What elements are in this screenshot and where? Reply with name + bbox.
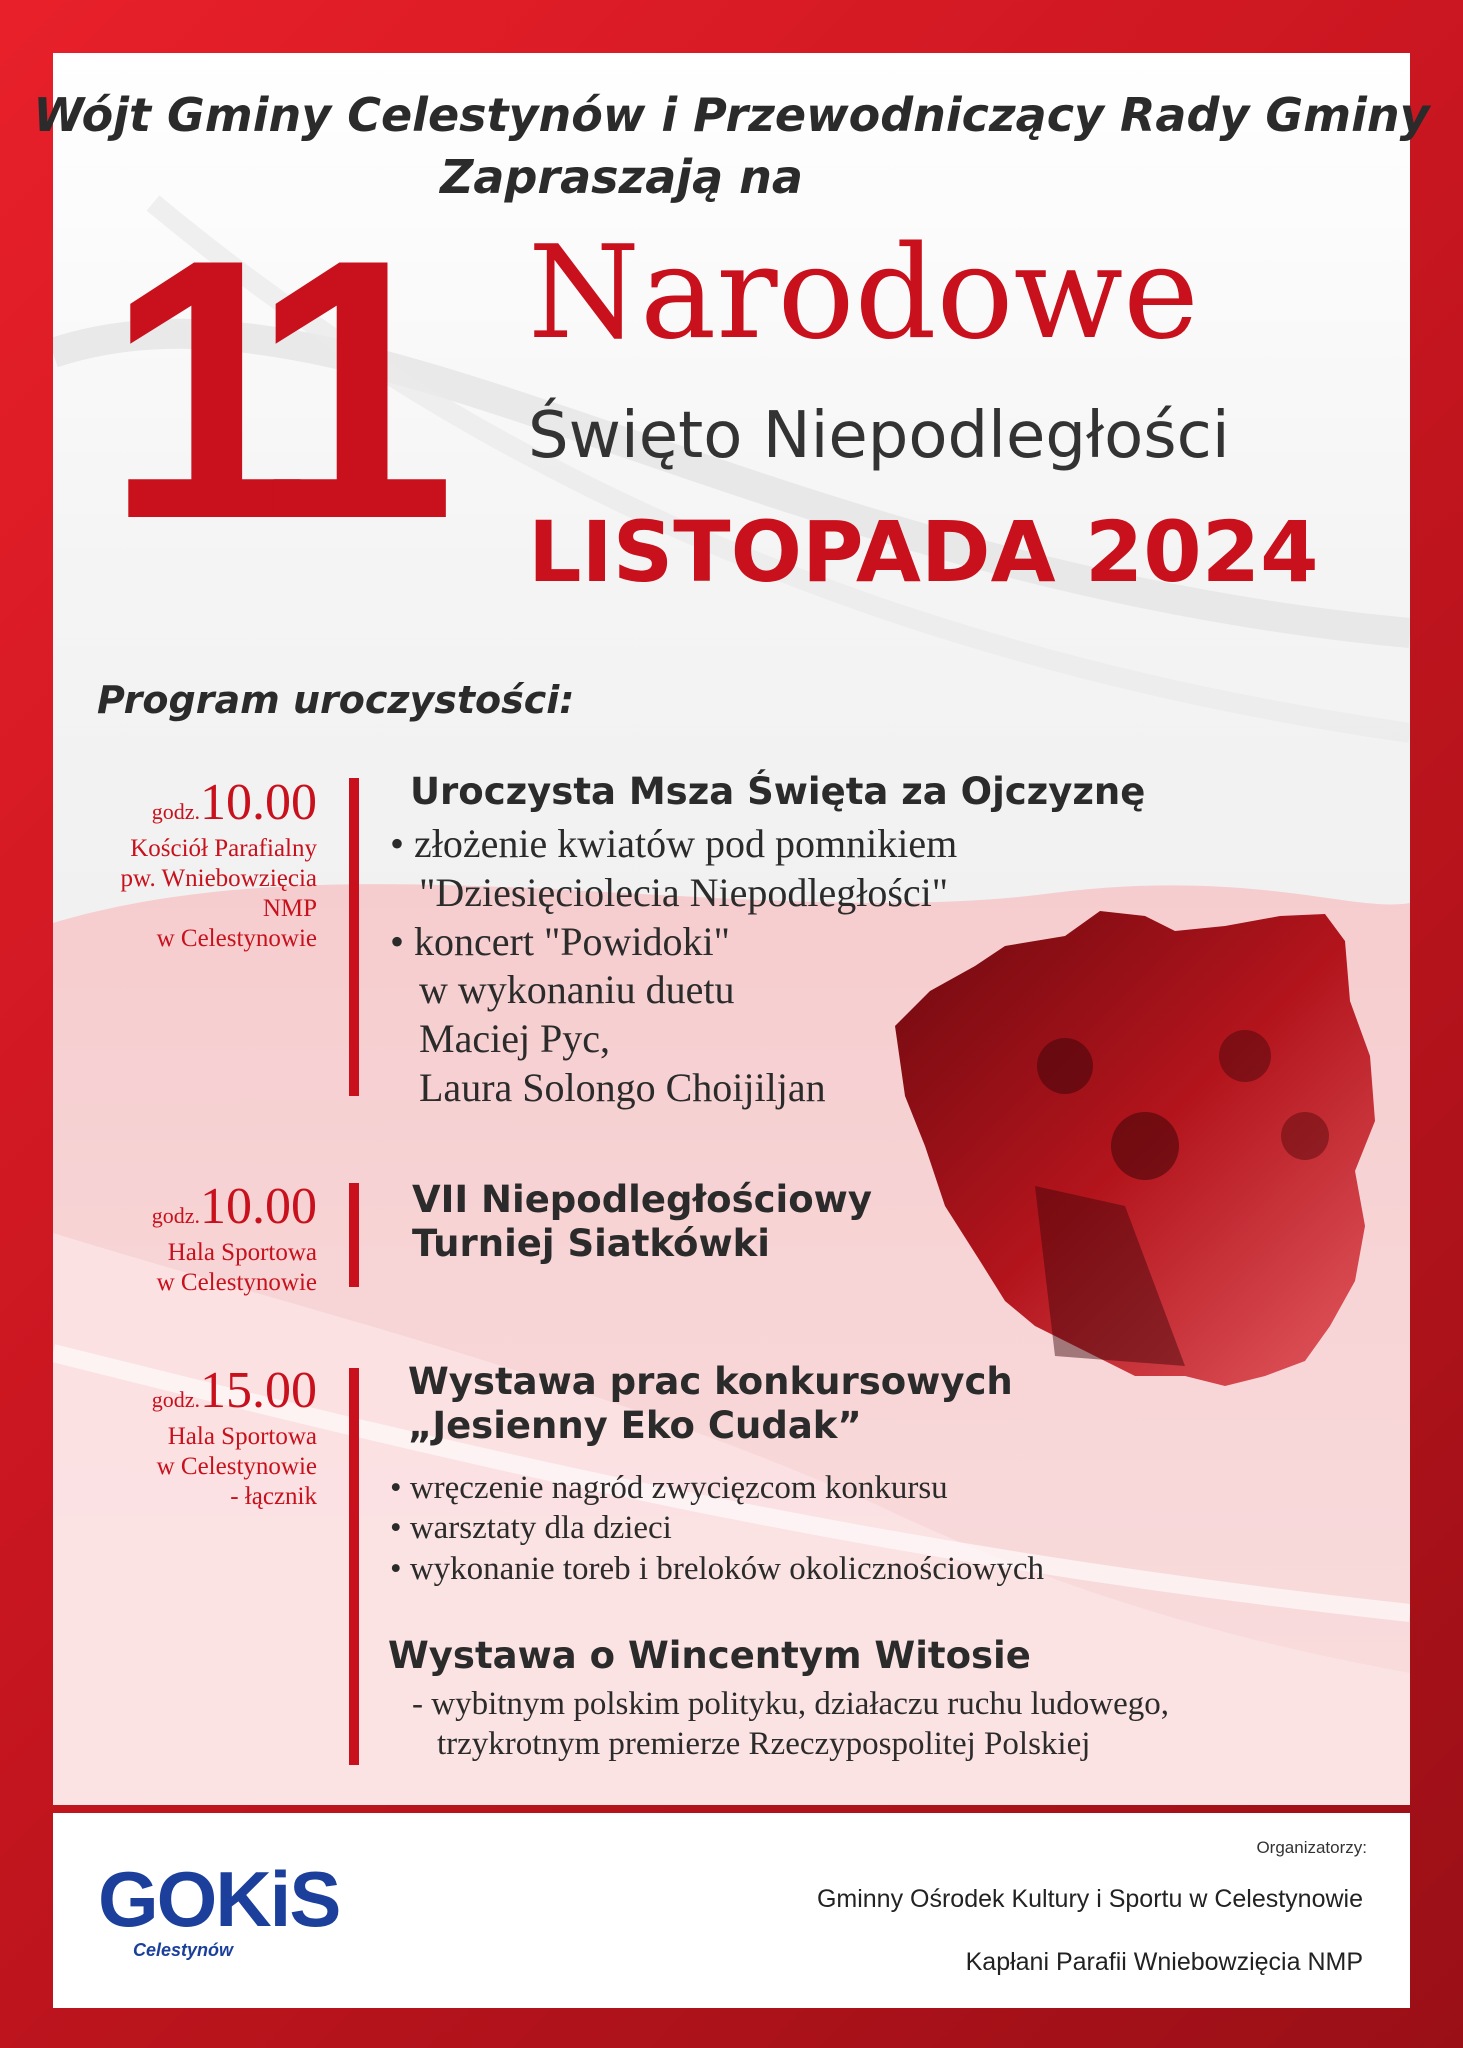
- event-1-items: [390, 820, 957, 1113]
- poland-map-photo: [885, 906, 1405, 1406]
- list-item: • złożenie kwiatów pod pomnikiem: [390, 820, 957, 869]
- place-line: w Celestynowie: [156, 925, 317, 953]
- event-2-divider: [349, 1183, 359, 1287]
- godz-label: godz.: [151, 1387, 200, 1412]
- event-3-subtitle: Wystawa o Wincentym Witosie: [388, 1634, 1031, 1677]
- day-number: 11: [105, 183, 417, 596]
- event-time: 10.00: [200, 774, 317, 831]
- place-line: - łącznik: [230, 1483, 317, 1511]
- title-line: VII Niepodległościowy: [412, 1178, 872, 1221]
- event-2-time-place: [152, 1176, 317, 1298]
- place-line: w Celestynowie: [156, 1453, 317, 1481]
- place-line: Kościół Parafialny: [130, 835, 317, 863]
- list-item: Maciej Pyc,: [419, 1016, 611, 1062]
- list-item: • koncert "Powidoki": [390, 918, 957, 967]
- event-3-divider: [349, 1368, 359, 1765]
- list-item: • wykonanie toreb i breloków okolicznościowych: [390, 1549, 1044, 1589]
- place-line: Hala Sportowa: [167, 1239, 317, 1267]
- place-line: pw. Wniebowzięcia: [120, 865, 317, 893]
- program-label: Program uroczystości:: [97, 678, 575, 722]
- event-1-title: Uroczysta Msza Święta za Ojczyznę: [410, 770, 1146, 813]
- desc-line: - wybitnym polskim polityku, działaczu ruchu ludowego,: [412, 1686, 1170, 1722]
- title-narodowe: Narodowe: [528, 219, 1199, 368]
- event-3-title: [408, 1360, 1013, 1449]
- godz-label: godz.: [151, 1203, 200, 1228]
- organizer-1: Gminny Ośrodek Kultury i Sportu w Celestynowie: [816, 1885, 1363, 1913]
- list-item: "Dziesięciolecia Niepodległości": [419, 869, 949, 915]
- title-line: „Jesienny Eko Cudak”: [408, 1404, 862, 1448]
- event-3-time-place: [152, 1360, 317, 1512]
- organizer-2: Kapłani Parafii Wniebowzięcia NMP: [965, 1948, 1363, 1976]
- list-item: Laura Solongo Choijiljan: [419, 1064, 826, 1110]
- title-swieto: Święto Niepodległości: [528, 399, 1230, 473]
- organizers-label: Organizatorzy:: [1256, 1838, 1367, 1857]
- logo-text: GOKiS: [98, 1855, 340, 1943]
- event-2-title: [412, 1178, 872, 1267]
- event-3-description: [412, 1684, 1169, 1765]
- title-month-year: LISTOPADA 2024: [528, 503, 1319, 601]
- event-time: 15.00: [200, 1362, 317, 1419]
- event-1-time-place: [121, 772, 317, 954]
- event-1-divider: [349, 778, 359, 1096]
- godz-label: godz.: [151, 799, 200, 824]
- place-line: Hala Sportowa: [167, 1423, 317, 1451]
- gokis-logo: [98, 1855, 340, 1970]
- event-3-items: [390, 1468, 1044, 1589]
- list-item: w wykonaniu duetu: [419, 967, 735, 1013]
- title-line: Wystawa prac konkursowych: [408, 1360, 1013, 1403]
- list-item: • warsztaty dla dzieci: [390, 1508, 1044, 1548]
- header-line-1: Wójt Gminy Celestynów i Przewodniczący Rady Gminy: [33, 88, 1430, 142]
- place-line: w Celestynowie: [156, 1269, 317, 1297]
- logo-subtitle: Celestynów: [133, 1940, 234, 1960]
- place-line: NMP: [262, 895, 317, 923]
- desc-line: trzykrotnym premierze Rzeczypospolitej Polskiej: [437, 1726, 1091, 1763]
- header-line-2: Zapraszają na: [440, 150, 803, 204]
- list-item: • wręczenie nagród zwycięzcom konkursu: [390, 1468, 1044, 1508]
- event-time: 10.00: [200, 1178, 317, 1235]
- title-line: Turniej Siatkówki: [412, 1222, 770, 1266]
